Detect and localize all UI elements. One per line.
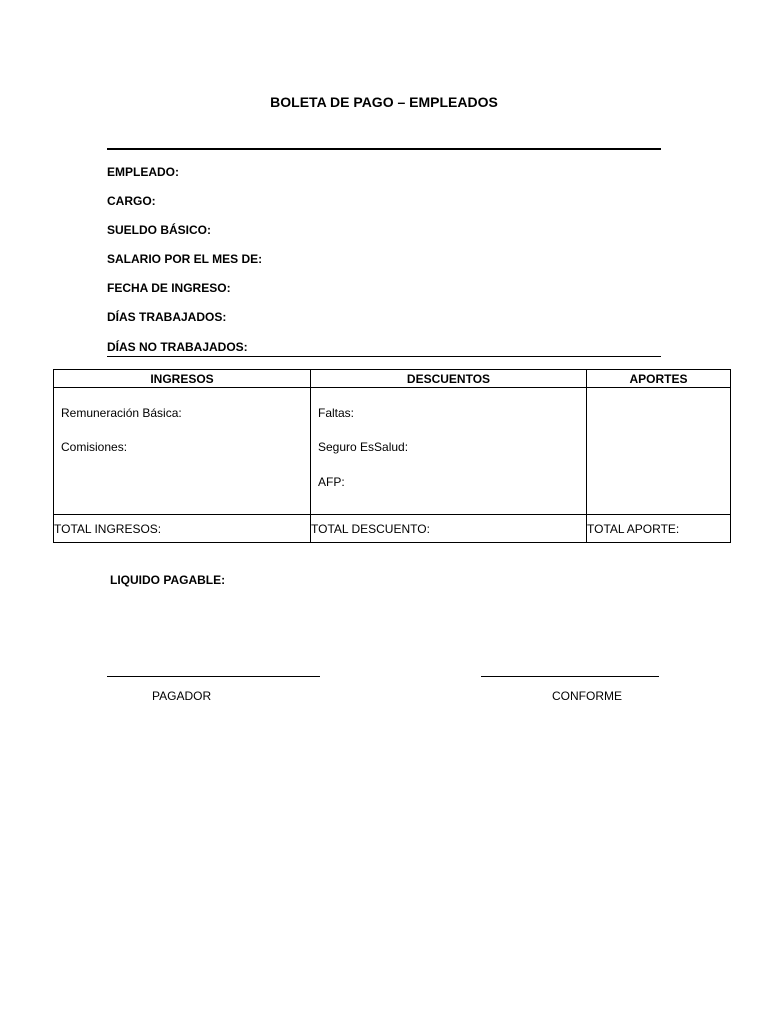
pagador-label: PAGADOR xyxy=(152,689,212,703)
liquido-pagable: LIQUIDO PAGABLE: xyxy=(110,573,226,587)
table-header-row xyxy=(54,370,731,388)
header-ingresos: INGRESOS xyxy=(54,370,311,388)
total-descuento: TOTAL DESCUENTO: xyxy=(311,515,587,543)
field-sueldo-basico: SUELDO BÁSICO: xyxy=(107,223,212,237)
field-salario-mes: SALARIO POR EL MES DE: xyxy=(107,252,263,266)
conforme-signature-line xyxy=(481,676,659,677)
comisiones-label: Comisiones: xyxy=(61,440,128,454)
table-totals-row xyxy=(54,515,731,543)
header-descuentos: DESCUENTOS xyxy=(311,370,587,388)
table-body-row xyxy=(54,388,731,515)
title-divider xyxy=(107,148,661,150)
document-title: BOLETA DE PAGO – EMPLEADOS xyxy=(270,94,498,110)
field-fecha-ingreso: FECHA DE INGRESO: xyxy=(107,281,231,295)
field-empleado: EMPLEADO: xyxy=(107,165,179,179)
faltas-label: Faltas: xyxy=(318,406,355,420)
payroll-table xyxy=(53,369,731,543)
fields-divider xyxy=(107,356,661,357)
total-ingresos: TOTAL INGRESOS: xyxy=(54,515,311,543)
aportes-cell xyxy=(587,388,731,515)
afp-label: AFP: xyxy=(318,475,345,489)
header-aportes: APORTES xyxy=(587,370,731,388)
total-aporte: TOTAL APORTE: xyxy=(587,515,731,543)
field-dias-trabajados: DÍAS TRABAJADOS: xyxy=(107,310,227,324)
field-dias-no-trabajados: DÍAS NO TRABAJADOS: xyxy=(107,340,248,354)
field-cargo: CARGO: xyxy=(107,194,156,208)
conforme-label: CONFORME xyxy=(552,689,622,703)
pagador-signature-line xyxy=(107,676,320,677)
descuentos-cell xyxy=(311,388,587,515)
seguro-essalud-label: Seguro EsSalud: xyxy=(318,440,409,454)
remuneracion-basica-label: Remuneración Básica: xyxy=(61,406,182,420)
ingresos-cell xyxy=(54,388,311,515)
